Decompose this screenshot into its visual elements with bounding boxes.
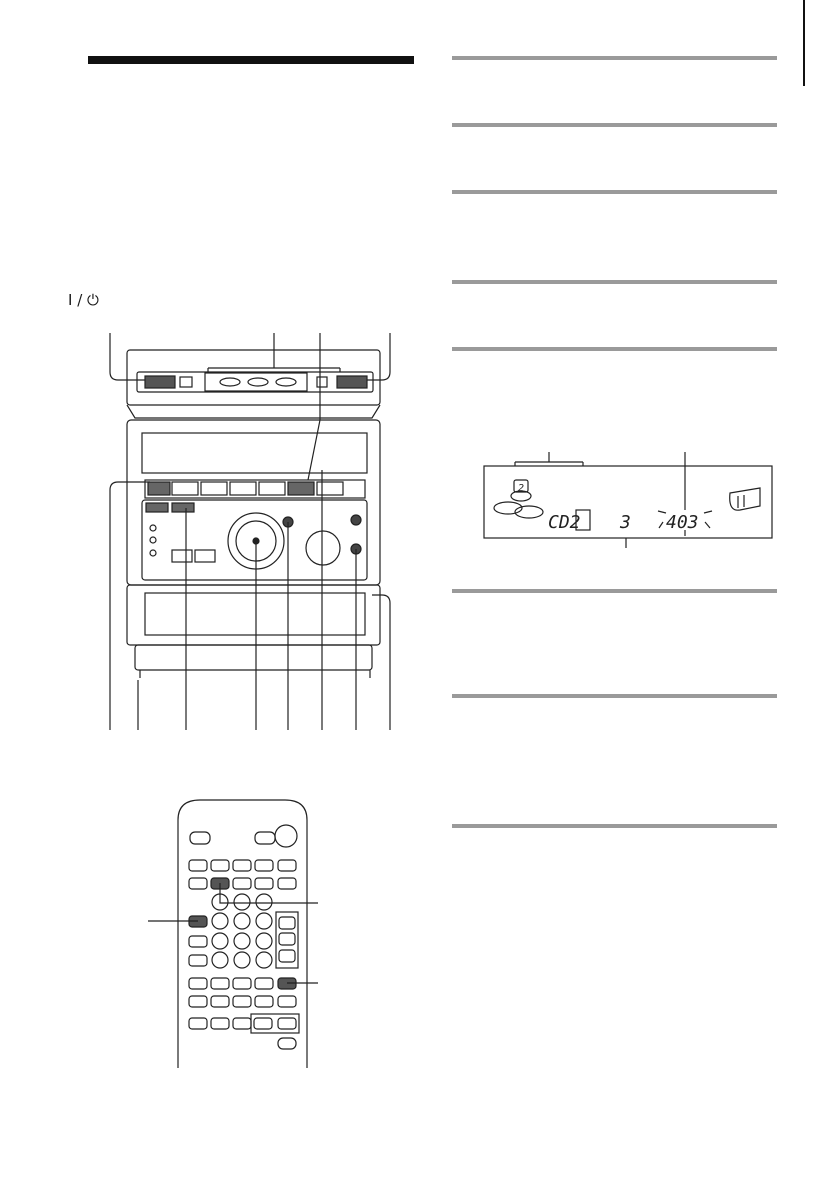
disc-label: CD2 [548, 512, 581, 533]
track-readout: 403 [666, 512, 699, 533]
power-symbol-label: I / ⏻ [68, 291, 99, 309]
tray-digit: 2 [518, 483, 525, 494]
disc-number: 3 [620, 512, 631, 533]
